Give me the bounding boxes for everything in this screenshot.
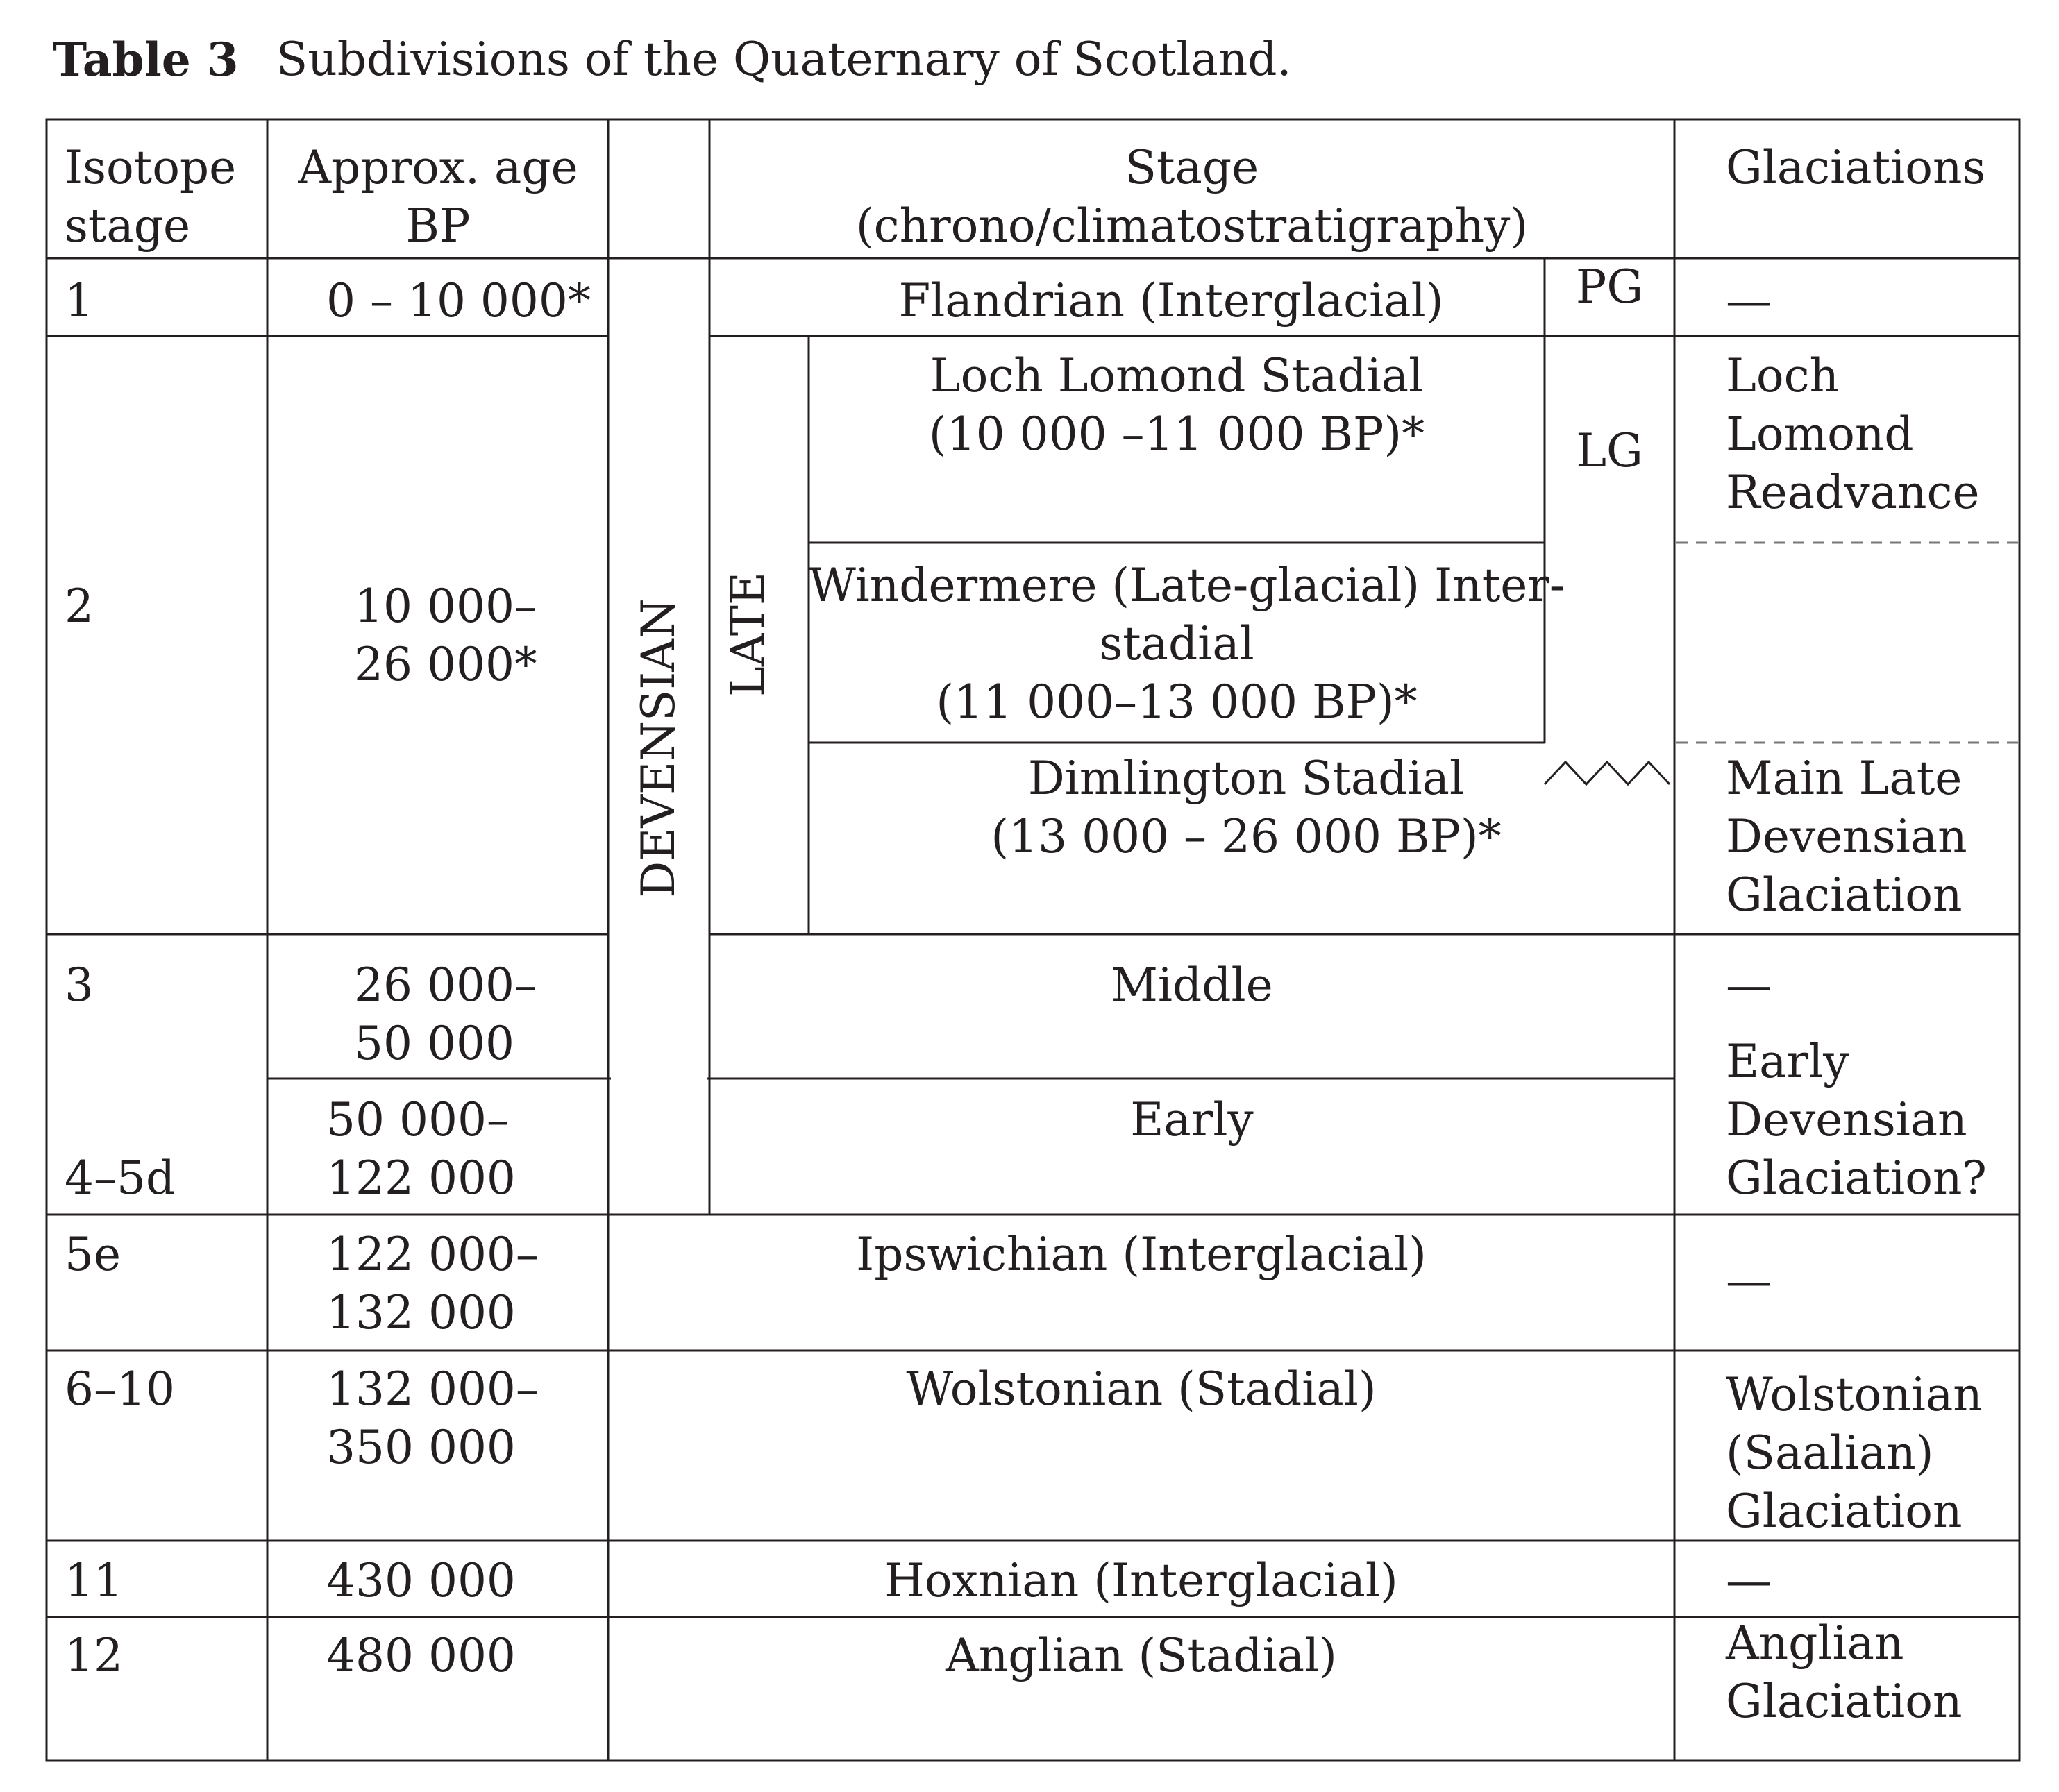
- row1-stage: Flandrian (Interglacial): [898, 274, 1444, 328]
- row5-glaciation: —: [1726, 1254, 1772, 1308]
- row7-glaciation: —: [1726, 1554, 1772, 1607]
- row6-age: 132 000– 350 000: [326, 1362, 539, 1474]
- late-vertical-label: LATE: [721, 571, 775, 698]
- row2-substage-dimlington: Dimlington Stadial (13 000 – 26 000 BP)*: [991, 752, 1502, 863]
- row2-substage-windermere: Windermere (Late-glacial) Inter- stadial (11 000–13 000 BP)*: [809, 559, 1565, 729]
- row5-age: 122 000– 132 000: [326, 1228, 539, 1339]
- header-glaciations: Glaciations: [1726, 141, 1986, 194]
- row2-isotope: 2: [65, 580, 94, 633]
- row6-glaciation: Wolstonian (Saalian) Glaciation: [1726, 1368, 1983, 1538]
- row1-zone-pg: PG: [1575, 260, 1644, 314]
- row7-isotope: 11: [65, 1554, 123, 1607]
- row4-glaciation: Early Devensian Glaciation?: [1726, 1035, 1987, 1205]
- row8-age: 480 000: [326, 1629, 516, 1682]
- row8-isotope: 12: [65, 1629, 123, 1682]
- row3-isotope: 3: [65, 958, 94, 1012]
- row6-isotope: 6–10: [65, 1362, 175, 1416]
- row1-isotope: 1: [65, 274, 94, 328]
- row7-age: 430 000: [326, 1554, 516, 1607]
- row1-glaciation: —: [1726, 274, 1772, 328]
- row2-zone-lg: LG: [1576, 424, 1643, 477]
- row4-age: 50 000– 122 000: [326, 1093, 516, 1205]
- row1-age: 0 – 10 000*: [326, 274, 591, 328]
- row5-stage: Ipswichian (Interglacial): [856, 1228, 1427, 1281]
- header-stage: Stage (chrono/climatostratigraphy): [855, 141, 1529, 253]
- row2-age: 10 000– 26 000*: [354, 580, 537, 691]
- row4-stage: Early: [1130, 1093, 1254, 1147]
- row8-stage: Anglian (Stadial): [946, 1629, 1337, 1682]
- row3-stage: Middle: [1111, 958, 1273, 1012]
- row3-age: 26 000– 50 000: [354, 958, 537, 1070]
- header-approx-age: Approx. age BP: [298, 141, 578, 253]
- row2-glaciation-loch-lomond: Loch Lomond Readvance: [1726, 349, 1980, 519]
- row6-stage: Wolstonian (Stadial): [906, 1362, 1377, 1416]
- row5-isotope: 5e: [65, 1228, 121, 1281]
- table-caption-text: Subdivisions of the Quaternary of Scotland.: [276, 33, 1292, 86]
- row7-stage: Hoxnian (Interglacial): [884, 1554, 1398, 1607]
- row8-glaciation: Anglian Glaciation: [1726, 1616, 1963, 1728]
- devensian-vertical-label: DEVENSIAN: [632, 598, 685, 898]
- row4-isotope: 4–5d: [65, 1151, 176, 1205]
- row2-glaciation-main-late-devensian: Main Late Devensian Glaciation: [1726, 752, 1967, 922]
- row3-glaciation: —: [1726, 958, 1772, 1012]
- header-isotope-stage: Isotope stage: [65, 141, 237, 253]
- table-caption-label: Table 3: [53, 33, 239, 87]
- row2-substage-loch-lomond: Loch Lomond Stadial (10 000 –11 000 BP)*: [928, 349, 1425, 461]
